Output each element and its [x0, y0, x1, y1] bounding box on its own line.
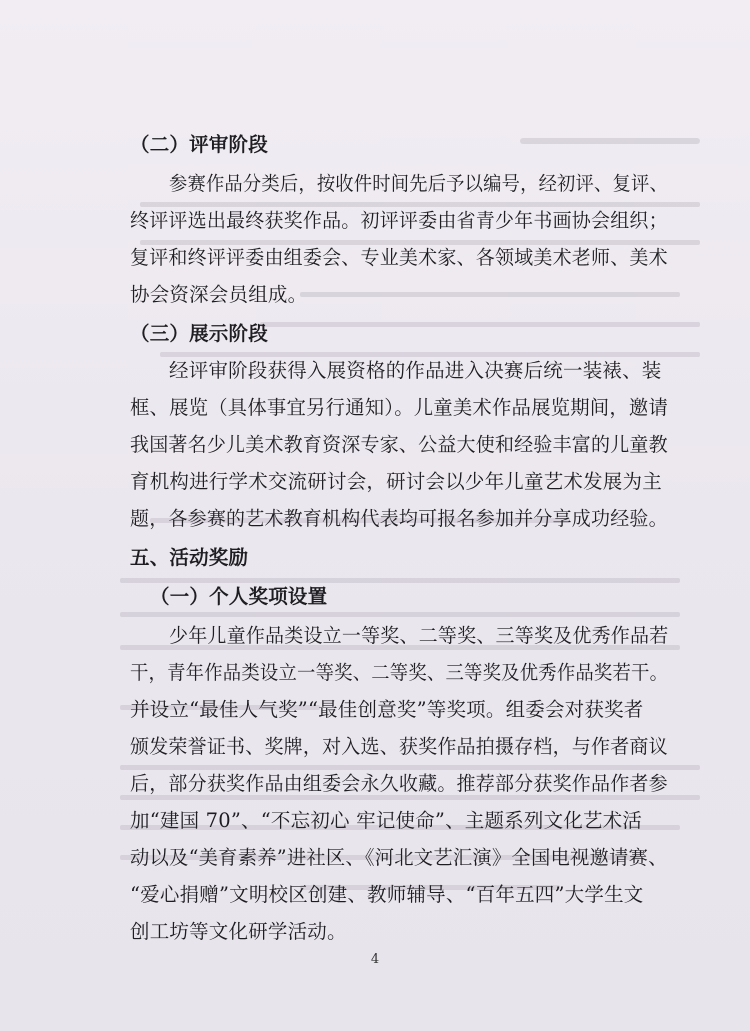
paragraph-line: 加“建国 70”、“不忘初心 牢记使命”、主题系列文化艺术活	[130, 809, 643, 832]
paragraph-line: 经评审阶段获得入展资格的作品进入决赛后统一装裱、装	[169, 359, 662, 382]
paragraph-line: 参赛作品分类后，按收件时间先后予以编号，经初评、复评、	[169, 172, 668, 195]
paragraph-line: 干，青年作品类设立一等奖、二等奖、三等奖及优秀作品奖若干。	[130, 661, 669, 684]
page-number: 4	[370, 952, 380, 967]
paragraph-line: 颁发荣誉证书、奖牌，对入选、获奖作品拍摄存档，与作者商议	[130, 735, 668, 758]
paragraph-line: 创工坊等文化研学活动。	[130, 920, 347, 943]
paragraph-line: 终评评选出最终获奖作品。初评评委由省青少年书画协会组织；	[130, 209, 668, 232]
paragraph-line: 题，各参赛的艺术教育机构代表均可报名参加并分享成功经验。	[130, 507, 668, 530]
paragraph-line: 复评和终评评委由组委会、专业美术家、各领域美术老师、美术	[130, 246, 668, 269]
paragraph-line: 后，部分获奖作品由组委会永久收藏。推荐部分获奖作品作者参	[130, 772, 668, 795]
subsection-heading-individual-awards: （一）个人奖项设置	[150, 585, 328, 608]
paragraph-line: 框、展览（具体事宜另行通知）。儿童美术作品展览期间，邀请	[130, 396, 669, 419]
section-heading-review: （二）评审阶段	[130, 133, 268, 156]
paragraph-line: 并设立“最佳人气奖”“最佳创意奖”等奖项。组委会对获奖者	[130, 698, 644, 721]
paragraph-line: 动以及“美育素养”进社区、《河北文艺汇演》全国电视邀请赛、	[130, 846, 668, 869]
paragraph-line: 育机构进行学术交流研讨会，研讨会以少年儿童艺术发展为主	[130, 470, 662, 493]
paragraph-line: 少年儿童作品类设立一等奖、二等奖、三等奖及优秀作品若	[169, 624, 669, 647]
section-heading-exhibition: （三）展示阶段	[130, 322, 268, 345]
paragraph-line: 我国著名少儿美术教育资深专家、公益大使和经验丰富的儿童教	[130, 433, 668, 456]
paragraph-line: “爱心捐赠”文明校区创建、教师辅导、“百年五四”大学生文	[130, 883, 644, 906]
paragraph-line: 协会资深会员组成。	[130, 283, 308, 306]
section-heading-awards: 五、活动奖励	[130, 546, 249, 569]
